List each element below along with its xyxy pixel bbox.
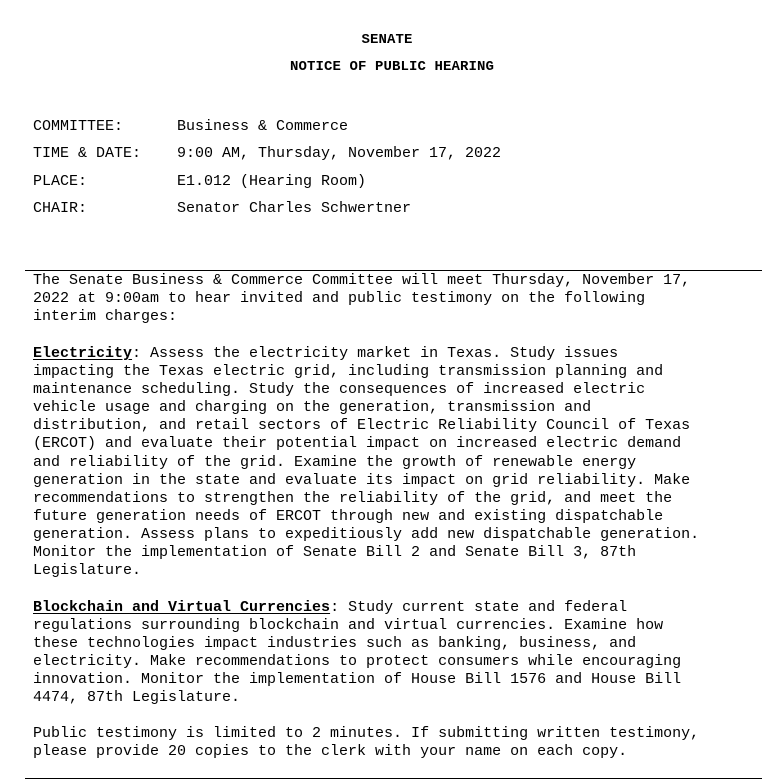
committee-label: COMMITTEE: bbox=[33, 118, 124, 135]
chair-value: Senator Charles Schwertner bbox=[177, 199, 412, 217]
bottom-divider bbox=[25, 778, 762, 779]
testimony-paragraph: Public testimony is limited to 2 minutes. If submitting written testimony, please provide 20 copies to the clerk with your name on each copy. bbox=[33, 725, 700, 761]
header-senate: SENATE bbox=[361, 32, 413, 48]
charge-term-electricity: Electricity bbox=[33, 345, 133, 362]
committee-value: Business & Commerce bbox=[177, 118, 349, 135]
place-value: E1.012 (Hearing Room) bbox=[177, 172, 367, 190]
charge-term-blockchain: Blockchain and Virtual Currencies bbox=[33, 599, 331, 616]
charge-blockchain bbox=[33, 599, 763, 708]
charge-electricity bbox=[33, 345, 763, 580]
charge-text-blockchain: : Study current state and federal regulations surrounding blockchain and virtual currencies. Examine how these technologies impact industries such as banking, business, and electricity. Make recommendations to protect consumers while encouraging innovation. Monitor the implementation of House Bill 1576 and House Bill 4474, 87th Legislature. bbox=[33, 599, 682, 707]
time-date-label: TIME & DATE: bbox=[33, 145, 142, 163]
top-divider bbox=[25, 270, 762, 271]
chair-label: CHAIR: bbox=[33, 199, 88, 217]
time-date-value: 9:00 AM, Thursday, November 17, 2022 bbox=[177, 145, 502, 163]
place-label: PLACE: bbox=[33, 172, 88, 190]
header-notice-title: NOTICE OF PUBLIC HEARING bbox=[289, 59, 495, 75]
intro-paragraph: The Senate Business & Commerce Committee will meet Thursday, November 17, 2022 at 9:00am to hear invited and public testimony on the following interim charges: bbox=[33, 272, 691, 326]
charge-text-electricity: : Assess the electricity market in Texas. Study issues impacting the Texas electric grid, including transmission planning and maintenance scheduling. Study the consequences of increased electric vehicle usage and charging on the generation, transmission and distribution, and retail sectors of Electric Reliability Council of Texas (ERCOT) and evaluate their potential impact on increased electric demand and reliability of the grid. Examine the growth of renewable energy generation in the state and evaluate its impact on grid reliability. Make recommendations to strengthen the reliability of the grid, and meet the future generation needs of ERCOT through new and existing dispatchable generation. Assess plans to expeditiously add new dispatchable generation. Monitor the implementation of Senate Bill 2 and Senate Bill 3, 87th Legislature. bbox=[33, 345, 700, 580]
